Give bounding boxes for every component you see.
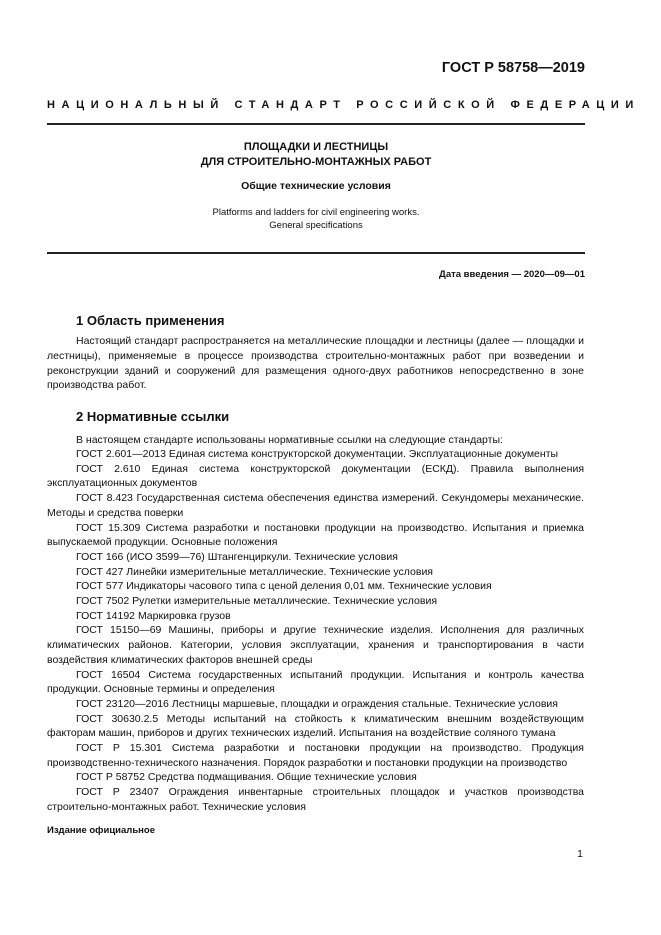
title-line-1: ПЛОЩАДКИ И ЛЕСТНИЦЫ [243,141,389,153]
section-heading-scope: 1 Область применения [76,313,225,328]
references-intro: В настоящем стандарте использованы нормативные ссылки на следующие стандарты: [76,434,503,446]
english-title [47,206,585,232]
title-rule [47,252,585,254]
reference-item: ГОСТ 30630.2.5 Методы испытаний на стойкость к климатическим внешним воздействующим факторам машин, приборов и других технических изделий. Испытания на воздействие соляного тумана [47,712,584,740]
reference-item: ГОСТ 2.601—2013 Единая система конструкторской документации. Эксплуатационные документы [76,448,559,460]
introduction-date: Дата введения — 2020—09—01 [439,269,585,280]
reference-item: ГОСТ 577 Индикаторы часового типа с ценой деления 0,01 мм. Технические условия [76,580,492,593]
reference-item: ГОСТ 7502 Рулетки измерительные металлические. Технические условия [76,595,438,608]
reference-item: ГОСТ 15150—69 Машины, приборы и другие технические изделия. Исполнения для различных климатических районов. Категории, условия эксплуатации, хранения и транспортирования в части воздействия климатических факторов внешней среды [47,624,584,666]
document-title [47,140,585,170]
title-line-2: ДЛЯ СТРОИТЕЛЬНО-МОНТАЖНЫХ РАБОТ [200,156,432,168]
reference-item: ГОСТ 166 (ИСО 3599—76) Штангенциркули. Технические условия [76,550,398,563]
standard-type-title: НАЦИОНАЛЬНЫЙ СТАНДАРТ РОССИЙСКОЙ ФЕДЕРАЦИИ [47,99,640,111]
section-heading-references: 2 Нормативные ссылки [76,409,230,424]
references-list [47,447,584,815]
page-number: 1 [577,848,583,860]
document-subtitle: Общие технические условия [241,180,391,192]
english-title-line-1: Platforms and ladders for civil engineering works. [212,207,420,218]
reference-item: ГОСТ Р 58752 Средства подмащивания. Общие технические условия [76,771,417,784]
reference-item: ГОСТ 2.610 Единая система конструкторской документации (ЕСКД). Правила выполнения эксплуатационных документов [47,462,584,490]
scope-paragraph: Настоящий стандарт распространяется на металлические площадки и лестницы (далее — площадки и лестницы), применяемые в процессе производства строительно-монтажных работ при возведении и реконструкции зданий и сооружений для размещения одного-двух работников непосредственно в зоне производства работ. [47,335,584,392]
reference-item: ГОСТ 14192 Маркировка грузов [76,609,231,622]
reference-item: ГОСТ Р 15.301 Система разработки и постановки продукции на производство. Продукция производственно-технического назначения. Порядок разработки и постановки продукции на производство [47,742,584,769]
reference-item: ГОСТ Р 23407 Ограждения инвентарные строительных площадок и участков производства строительно-монтажных работ. Технические условия [47,786,584,813]
reference-item: ГОСТ 427 Линейки измерительные металлические. Технические условия [76,565,433,578]
reference-item: ГОСТ 23120—2016 Лестницы маршевые, площадки и ограждения стальные. Технические условия [76,697,558,710]
reference-item: ГОСТ 8.423 Государственная система обеспечения единства измерений. Секундомеры механические. Методы и средства поверки [47,492,584,519]
official-edition-note: Издание официальное [47,825,155,836]
english-title-line-2: General specifications [269,220,363,231]
reference-item: ГОСТ 15.309 Система разработки и постановки продукции на производство. Испытания и приемка выпускаемой продукции. Основные положения [47,521,584,549]
header-rule [47,123,585,125]
reference-item: ГОСТ 16504 Система государственных испытаний продукции. Испытания и контроль качества продукции. Основные термины и определения [47,668,584,696]
document-code: ГОСТ Р 58758—2019 [441,60,585,76]
